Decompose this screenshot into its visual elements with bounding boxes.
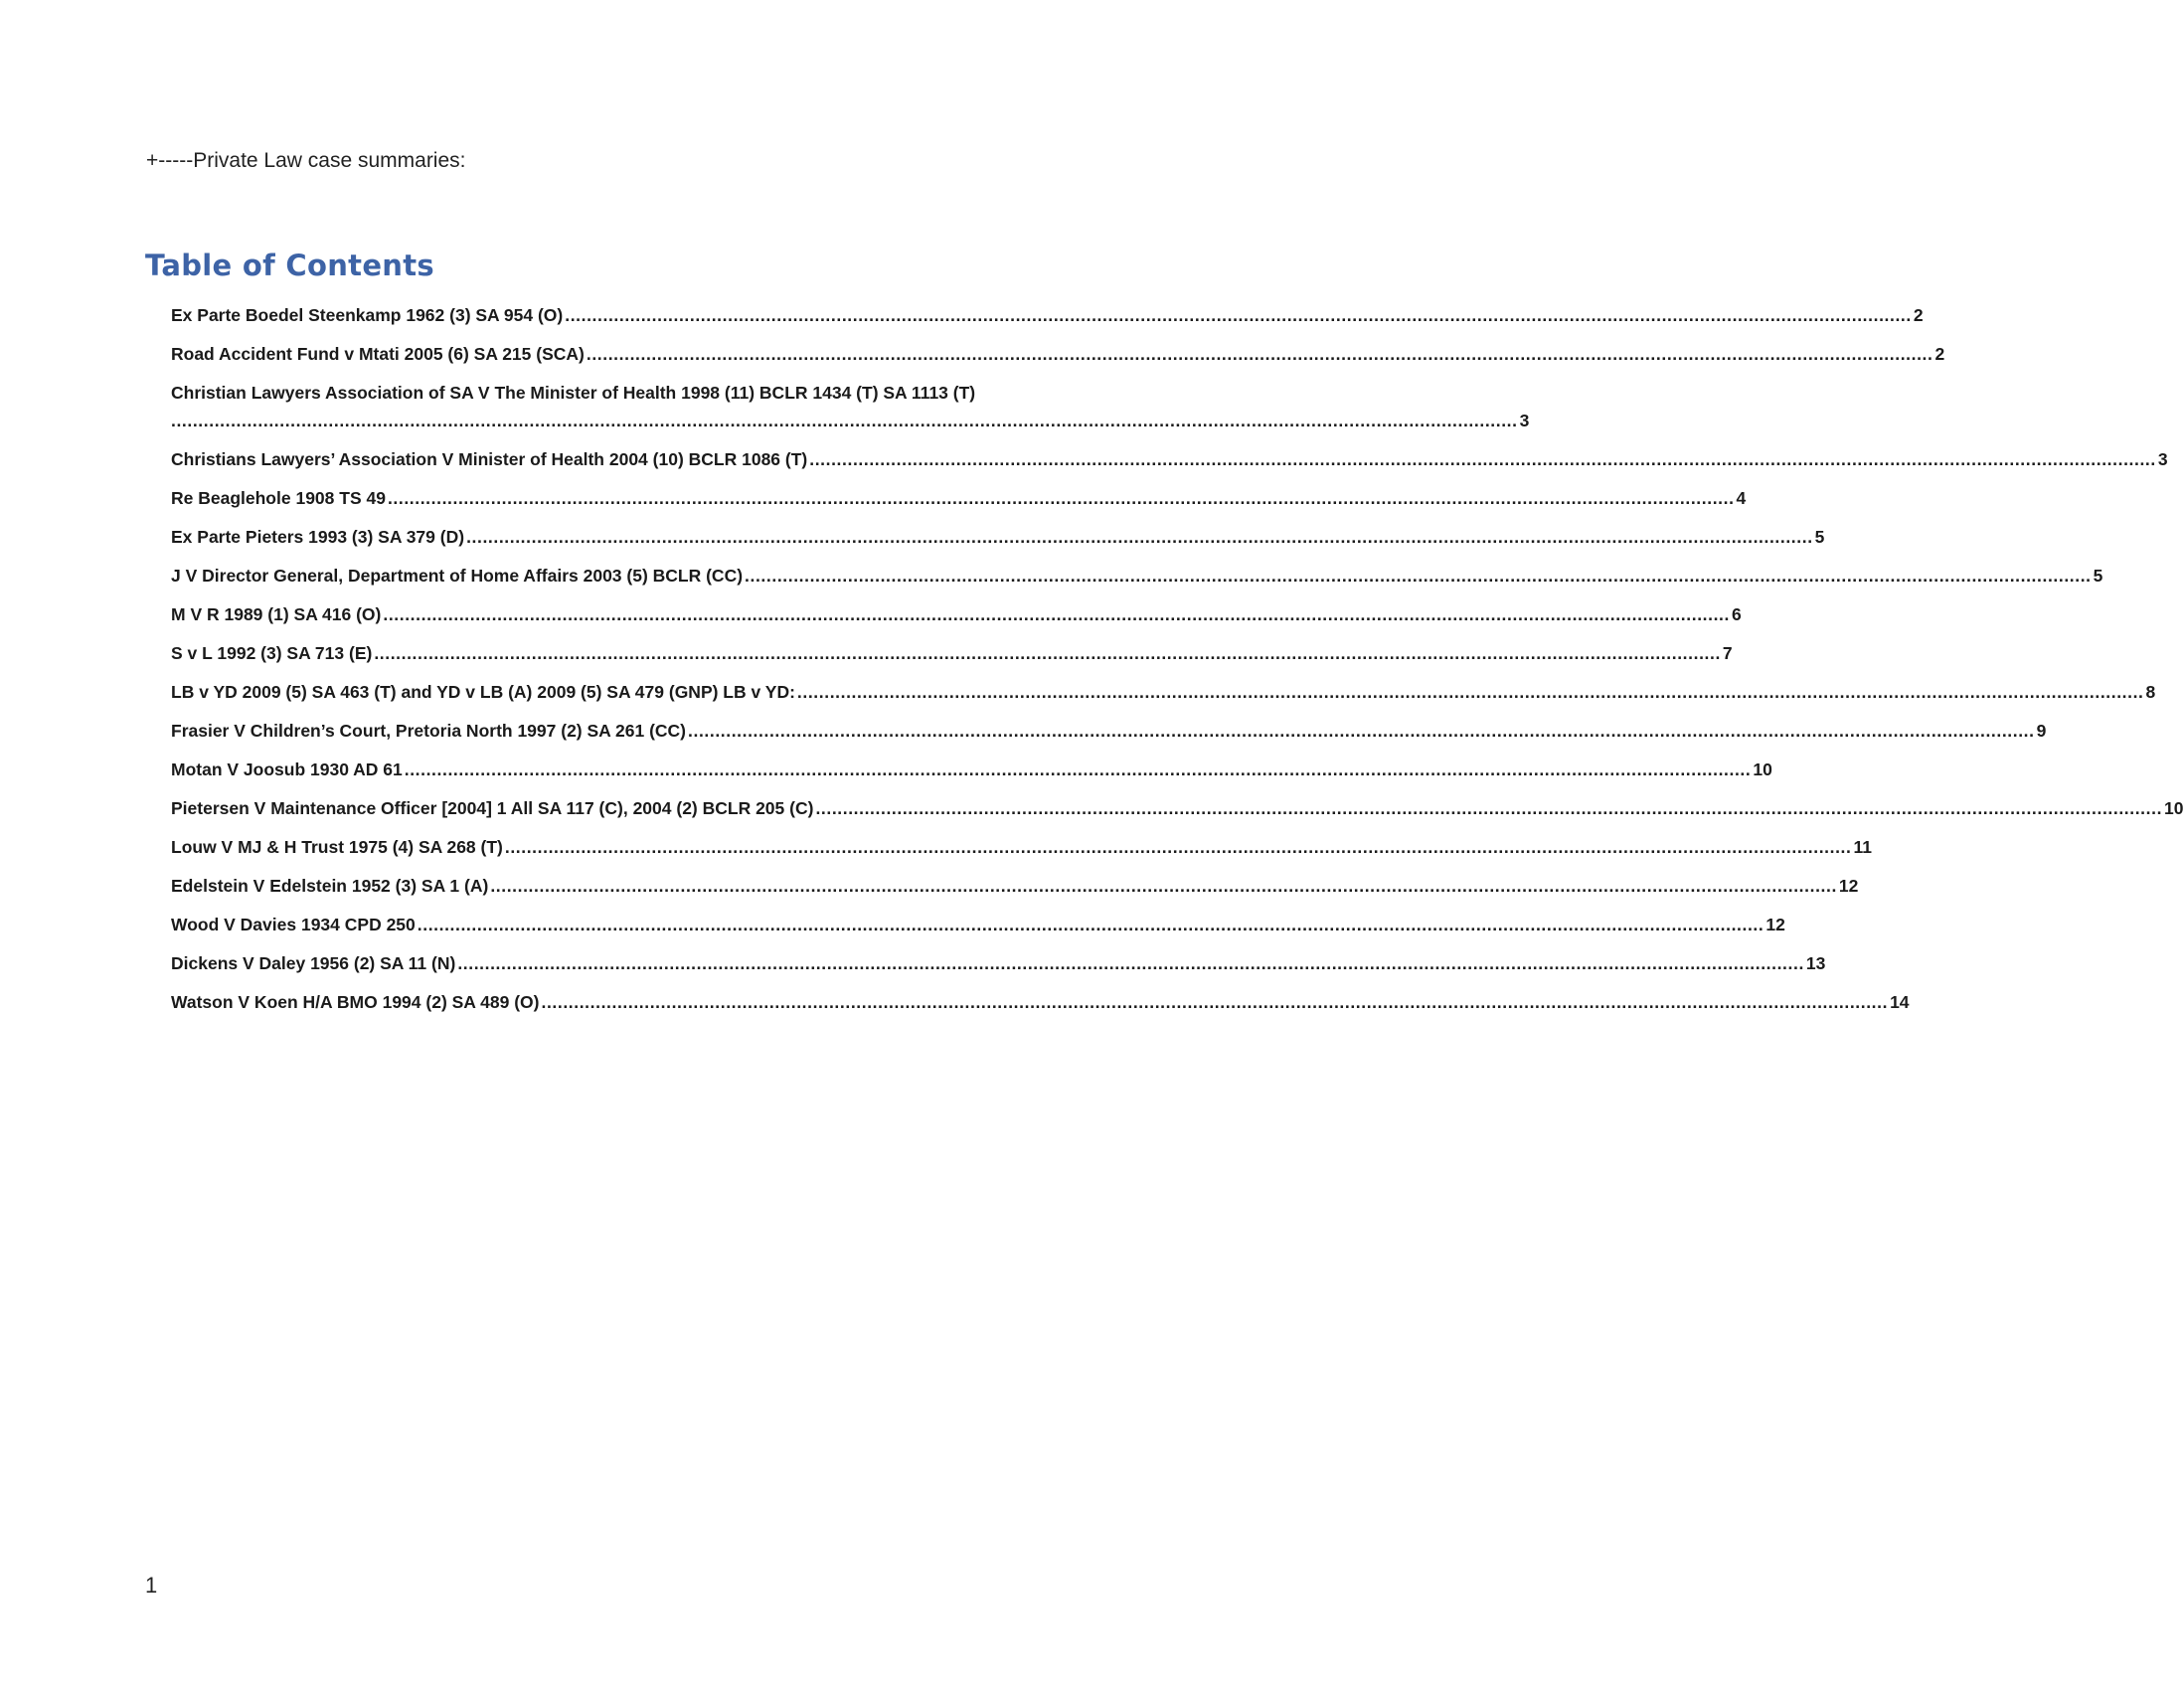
toc-entry-title[interactable]: M V R 1989 (1) SA 416 (O) — [171, 604, 382, 624]
toc-leader-dots — [688, 720, 2035, 743]
toc-entry-page[interactable]: 9 — [2036, 721, 2047, 741]
table-of-contents — [171, 304, 2184, 1030]
toc-entry-title[interactable]: Ex Parte Pieters 1993 (3) SA 379 (D) — [171, 527, 465, 547]
toc-entry-title[interactable]: LB v YD 2009 (5) SA 463 (T) and YD v LB (A) 2009 (5) SA 479 (GNP) LB v YD: — [171, 682, 795, 702]
toc-leader-dots — [457, 952, 1804, 975]
toc-leader-dots — [171, 410, 1518, 432]
toc-entry-page[interactable]: 14 — [1890, 992, 1910, 1012]
toc-heading: Table of Contents — [145, 249, 434, 282]
toc-entry-title[interactable]: Road Accident Fund v Mtati 2005 (6) SA 215 (SCA) — [171, 344, 585, 364]
toc-leader-dots — [587, 343, 1933, 366]
toc-entry[interactable] — [171, 991, 1910, 1014]
toc-entry[interactable] — [171, 382, 1530, 432]
toc-entry-title[interactable]: Christians Lawyers’ Association V Minister of Health 2004 (10) BCLR 1086 (T) — [171, 449, 808, 469]
toc-leader-dots — [797, 681, 2144, 704]
page-number: 1 — [145, 1573, 158, 1598]
toc-entry-page[interactable]: 10 — [1753, 760, 1772, 779]
toc-entry-title[interactable]: Christian Lawyers Association of SA V The Minister of Health 1998 (11) BCLR 1434 (T) SA 1113 (T) — [171, 383, 976, 403]
toc-entry[interactable] — [171, 836, 1872, 859]
document-header-text: +-----Private Law case summaries: — [146, 149, 466, 172]
toc-entry-page[interactable]: 12 — [1838, 876, 1859, 896]
toc-entry-title[interactable]: S v L 1992 (3) SA 713 (E) — [171, 643, 373, 663]
toc-entry-title[interactable]: Wood V Davies 1934 CPD 250 — [171, 915, 416, 934]
toc-entry-title[interactable]: Edelstein V Edelstein 1952 (3) SA 1 (A) — [171, 876, 489, 896]
toc-entry[interactable] — [171, 952, 1826, 975]
toc-entry[interactable] — [171, 797, 2184, 820]
toc-entry[interactable] — [171, 603, 1742, 626]
toc-entry[interactable] — [171, 487, 1747, 510]
toc-entry[interactable] — [171, 681, 2156, 704]
toc-entry[interactable] — [171, 565, 2103, 588]
toc-entry[interactable] — [171, 343, 1945, 366]
toc-leader-dots — [374, 642, 1721, 665]
toc-leader-dots — [405, 759, 1752, 781]
toc-entry[interactable] — [171, 759, 1772, 781]
toc-entry-title[interactable]: Ex Parte Boedel Steenkamp 1962 (3) SA 954 (O) — [171, 305, 564, 325]
toc-leader-dots — [809, 448, 2156, 471]
toc-entry-title[interactable]: Motan V Joosub 1930 AD 61 — [171, 760, 403, 779]
toc-entry-page[interactable]: 13 — [1805, 953, 1826, 973]
toc-entry-page[interactable]: 5 — [2093, 566, 2103, 586]
toc-entry-page[interactable]: 7 — [1722, 643, 1733, 663]
toc-leader-dots — [388, 487, 1735, 510]
toc-entry-title[interactable]: Frasier V Children’s Court, Pretoria North 1997 (2) SA 261 (CC) — [171, 721, 687, 741]
toc-entry-page[interactable]: 10 — [2164, 798, 2184, 818]
toc-entry-page[interactable]: 8 — [2145, 682, 2156, 702]
toc-entry[interactable] — [171, 304, 1924, 327]
toc-entry[interactable] — [171, 448, 2168, 471]
toc-entry-page[interactable]: 6 — [1731, 604, 1742, 624]
toc-entry-page[interactable]: 3 — [1519, 411, 1530, 430]
toc-leader-dots — [541, 991, 1888, 1014]
toc-entry[interactable] — [171, 720, 2047, 743]
toc-entry-title[interactable]: Re Beaglehole 1908 TS 49 — [171, 488, 386, 508]
toc-entry[interactable] — [171, 642, 1733, 665]
toc-entry-title[interactable]: Louw V MJ & H Trust 1975 (4) SA 268 (T) — [171, 837, 503, 857]
toc-leader-dots — [565, 304, 1912, 327]
toc-leader-dots — [505, 836, 1852, 859]
toc-leader-dots — [815, 797, 2162, 820]
toc-entry-page[interactable]: 11 — [1853, 837, 1872, 857]
toc-leader-dots — [490, 875, 1837, 898]
toc-entry-title[interactable]: Pietersen V Maintenance Officer [2004] 1 All SA 117 (C), 2004 (2) BCLR 205 (C) — [171, 798, 814, 818]
toc-entry-page[interactable]: 5 — [1814, 527, 1825, 547]
toc-leader-dots — [466, 526, 1813, 549]
toc-leader-dots — [383, 603, 1730, 626]
toc-entry-page[interactable]: 2 — [1934, 344, 1945, 364]
toc-entry-page[interactable]: 2 — [1913, 305, 1924, 325]
toc-entry-title[interactable]: J V Director General, Department of Home Affairs 2003 (5) BCLR (CC) — [171, 566, 744, 586]
toc-leader-dots — [418, 914, 1764, 936]
toc-leader-dots — [745, 565, 2092, 588]
toc-entry-page[interactable]: 12 — [1765, 915, 1785, 934]
toc-entry[interactable] — [171, 914, 1785, 936]
toc-entry-page[interactable]: 4 — [1736, 488, 1747, 508]
toc-entry-title[interactable]: Watson V Koen H/A BMO 1994 (2) SA 489 (O) — [171, 992, 540, 1012]
toc-entry-page[interactable]: 3 — [2157, 449, 2168, 469]
toc-entry[interactable] — [171, 875, 1859, 898]
toc-entry[interactable] — [171, 526, 1825, 549]
toc-entry-title[interactable]: Dickens V Daley 1956 (2) SA 11 (N) — [171, 953, 456, 973]
